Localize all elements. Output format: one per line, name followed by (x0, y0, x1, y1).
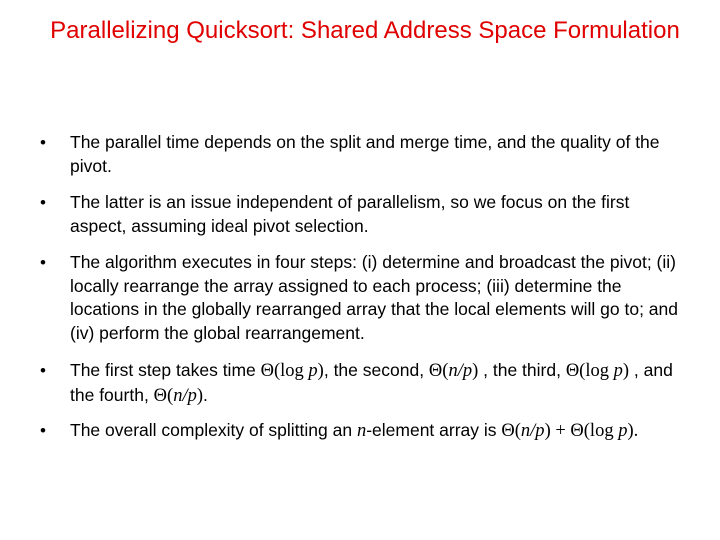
text-segment: The first step takes time (70, 360, 261, 380)
text-segment: . (203, 384, 208, 405)
math-theta-log-p: Θ(log p) (260, 361, 324, 381)
slide-title: Parallelizing Quicksort: Shared Address Space Formulation (50, 17, 680, 44)
bullet-text: The parallel time depends on the split and merge time, and the quality of the pivot. (70, 132, 660, 176)
math-theta-n-over-p: Θ(n/p) (153, 385, 204, 406)
text-segment: , and the fourth, (70, 360, 673, 405)
bullet-text (70, 359, 690, 408)
bullet-text: The latter is an issue independent of parallelism, so we focus on the first aspect, assuming ideal pivot selection. (70, 192, 630, 236)
bullet-marker: • (40, 133, 46, 152)
text-segment: -element array is (366, 420, 502, 440)
math-theta-n-over-p: Θ(n/p) (428, 361, 479, 381)
text-segment: The overall complexity of splitting an (70, 420, 357, 440)
text-segment: , the second, (323, 360, 429, 380)
math-theta-log-p: Θ(log p) (565, 361, 630, 381)
bullet-text: The algorithm executes in four steps: (i) determine and broadcast the pivot; (ii) locally rearrange the array assigned to each process; (iii) determine the locations in the globally rearranged array that the local elements will go to; and (iv) perform the global rearrangement. (70, 252, 678, 343)
text-segment: , the third, (478, 360, 566, 380)
math-total-complexity: Θ(n/p) + Θ(log p). (501, 421, 639, 441)
bullet-text (70, 419, 690, 444)
bullet-marker: • (40, 421, 46, 440)
bullet-marker: • (40, 193, 46, 212)
bullet-marker: • (40, 253, 46, 272)
math-n: n (356, 421, 367, 441)
bullet-marker: • (40, 361, 46, 380)
